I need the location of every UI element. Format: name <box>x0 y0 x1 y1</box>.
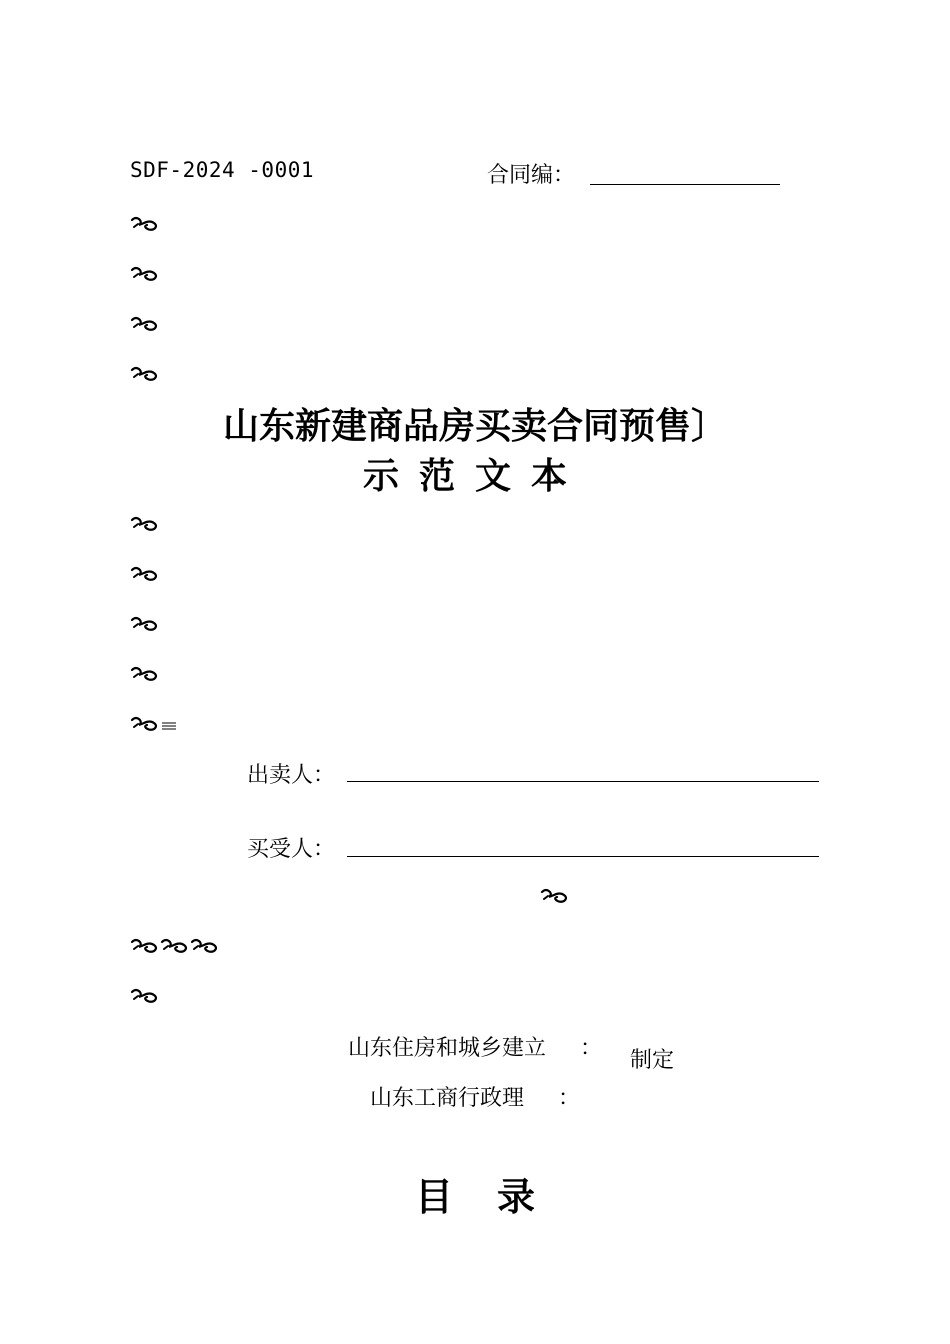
document-title-text: 山东新建商品房买卖合同预售〕 <box>222 405 727 447</box>
paragraph-mark-icon <box>130 264 160 284</box>
issuer-separator: ： <box>558 1086 581 1111</box>
paragraph-mark-with-break-icon <box>130 714 182 734</box>
buyer-blank[interactable] <box>347 856 819 857</box>
contract-number-label: 合同编： <box>487 163 576 188</box>
paragraph-mark-icon <box>130 614 160 634</box>
paragraph-mark-icon <box>130 214 160 234</box>
paragraph-mark-icon <box>540 886 570 906</box>
paragraph-mark-triple-icon <box>130 936 220 956</box>
paragraph-mark-icon <box>130 314 160 334</box>
seller-label: 出卖人： <box>247 763 336 788</box>
paragraph-mark-icon <box>130 664 160 684</box>
paragraph-mark-icon <box>130 364 160 384</box>
document-subtitle: 示范文本 <box>362 455 587 497</box>
document-title <box>0 398 950 449</box>
paragraph-mark-icon <box>130 986 160 1006</box>
seller-blank[interactable] <box>347 781 819 782</box>
issuer-commerce-department: 山东工商行政理 <box>370 1086 525 1111</box>
buyer-label: 买受人： <box>247 837 336 862</box>
issuer-action: 制定 <box>630 1048 675 1073</box>
issuer-separator: ： <box>580 1036 603 1061</box>
paragraph-mark-icon <box>130 564 160 584</box>
document-code: SDF-2024 -0001 <box>130 158 315 182</box>
paragraph-mark-icon <box>130 514 160 534</box>
toc-title: 目录 <box>414 1174 579 1219</box>
issuer-housing-department: 山东住房和城乡建立 <box>348 1036 547 1061</box>
contract-number-blank[interactable] <box>590 184 780 185</box>
